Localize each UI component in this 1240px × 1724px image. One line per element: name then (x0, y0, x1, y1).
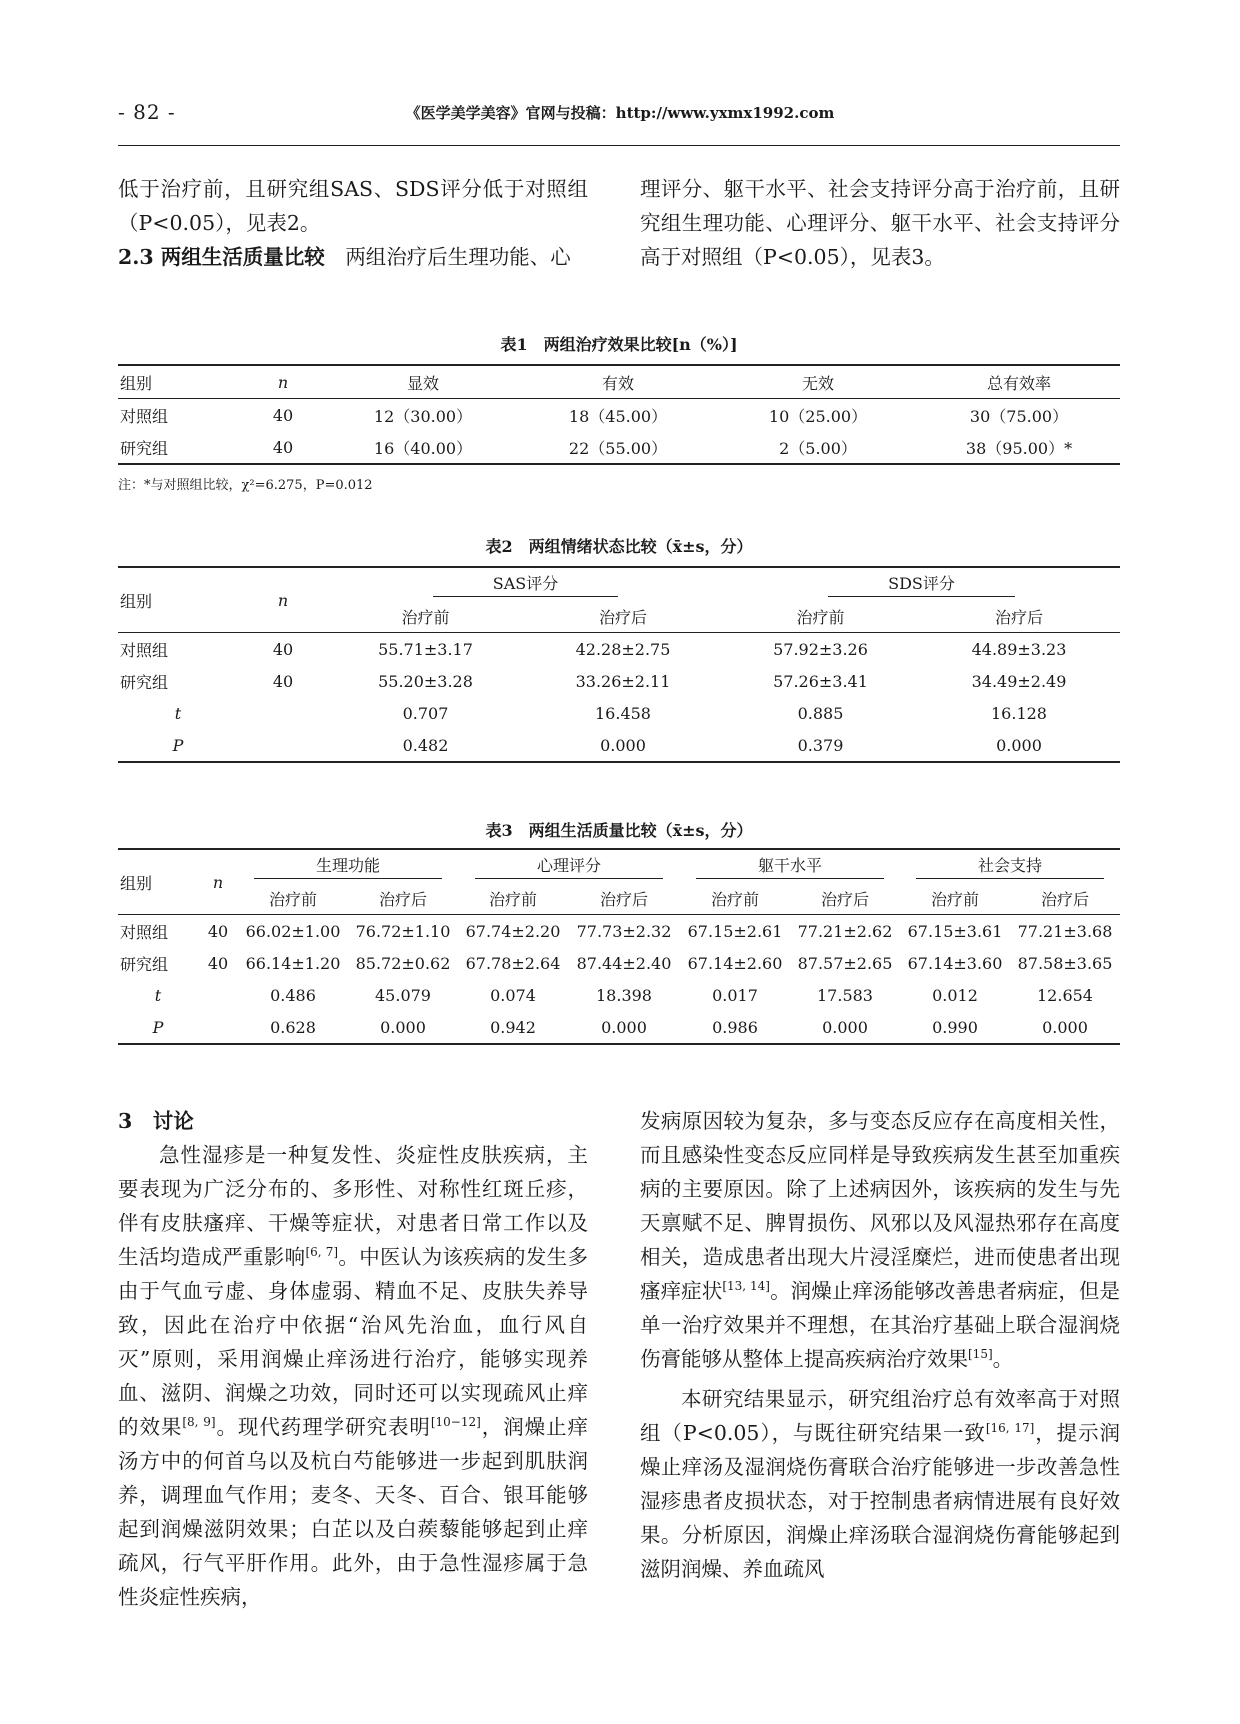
table-header-row (118, 567, 1120, 600)
table1-note: 注：*与对照组比较，χ²=6.275，P=0.012 (118, 478, 373, 493)
table-cell: 0.012 (932, 985, 978, 1005)
group-label: 心理评分 (475, 853, 663, 879)
table-cell: 0.000 (918, 729, 1120, 762)
table-cell: 85.72±0.62 (355, 953, 451, 973)
table-cell: 76.72±1.10 (355, 921, 451, 941)
table-cell: 57.26±3.41 (773, 671, 868, 691)
table-cell: 40 (272, 405, 294, 425)
table-cell: 87.57±2.65 (797, 953, 893, 973)
table-cell: 0.000 (568, 1011, 680, 1044)
table-row (118, 697, 1120, 729)
column-subheader: 治疗后 (918, 600, 1120, 633)
table3 (118, 848, 1120, 1045)
citation: [6, 7] (305, 1245, 339, 1260)
table-cell: 0.885 (797, 703, 844, 723)
table-cell: 0.000 (790, 1011, 900, 1044)
discussion-heading: 3 讨论 (118, 1109, 194, 1133)
citation: [13, 14] (722, 1279, 770, 1294)
table-cell: 0.482 (328, 729, 523, 762)
table-cell: 0.707 (402, 703, 449, 723)
table-row (118, 729, 1120, 762)
group-label: 社会支持 (916, 853, 1104, 879)
row-label: t (174, 703, 182, 723)
table-cell: 12.654 (1037, 985, 1093, 1005)
row-label: P (118, 729, 238, 762)
column-header: 无效 (718, 365, 918, 399)
table-cell: 77.73±2.32 (576, 921, 672, 941)
table-cell: 40 (207, 921, 229, 941)
table-row (118, 399, 1120, 432)
citation: [10−12] (430, 1415, 481, 1430)
column-header: n (238, 365, 328, 399)
journal-header: 《医学美学美容》官网与投稿：http://www.yxmx1992.com (405, 104, 835, 122)
table-row (118, 979, 1120, 1011)
table-cell: 45.079 (375, 985, 431, 1005)
table-cell: 55.71±3.17 (378, 639, 473, 659)
table-cell: 0.074 (490, 985, 536, 1005)
table-cell: 16（40.00） (328, 431, 518, 464)
table-row (118, 633, 1120, 666)
table-cell: 0.000 (1010, 1011, 1120, 1044)
table-row (118, 665, 1120, 697)
table-cell: 2（5.00） (718, 431, 918, 464)
table-header-row (118, 365, 1120, 399)
table1-caption: 表1 两组治疗效果比较[n（%）] (500, 335, 738, 354)
top-right-text (640, 172, 1120, 274)
citation: [8, 9] (182, 1415, 216, 1430)
table-cell: 55.20±3.28 (378, 671, 473, 691)
table-cell: 67.74±2.20 (465, 921, 561, 941)
row-label: t (154, 985, 162, 1005)
discussion-paragraph-2: 本研究结果显示，研究组治疗总有效率高于对照组（P<0.05），与既往研究结果一致[16, 17]，提示润燥止痒汤及湿润烧伤膏联合治疗能够进一步改善急性湿疹患者皮损状态，对于控制患者病情进展有良好效果。分析原因，润燥止痒汤联合湿润烧伤膏能够起到滋阴润燥、养血疏风 (640, 1387, 1121, 1581)
column-group-header (328, 567, 723, 600)
row-label: 对照组 (120, 406, 169, 426)
column-group-header (723, 567, 1120, 600)
column-subheader: 治疗后 (1010, 882, 1120, 915)
column-subheader: 治疗后 (790, 882, 900, 915)
table-row (118, 431, 1120, 464)
row-label: 研究组 (118, 431, 238, 464)
table-cell: 33.26±2.11 (575, 671, 671, 691)
column-subheader: 治疗前 (680, 882, 790, 915)
table-cell (198, 1011, 238, 1044)
table-cell: 87.44±2.40 (576, 953, 672, 973)
column-subheader: 治疗后 (348, 882, 458, 915)
table2 (118, 566, 1120, 763)
section-text: 两组治疗后生理功能、心 (345, 245, 571, 269)
column-header: n (198, 849, 238, 915)
table-cell: 38（95.00）* (918, 431, 1120, 464)
table-cell (238, 697, 328, 729)
table-cell: 34.49±2.49 (971, 671, 1067, 691)
discussion-paragraph-1-cont: 发病原因较为复杂，多与变态反应存在高度相关性，而且感染性变态反应同样是导致疾病发生甚至加重疾病的主要原因。除了上述病因外，该疾病的发生与先天禀赋不足、脾胃损伤、风邪以及风湿热邪存在高度相关，造成患者出现大片浸淫糜烂，进而使患者出现瘙痒症状[13, 14]。润燥止痒汤能够改善患者病症，但是单一治疗效果并不理想，在其治疗基础上联合湿润烧伤膏能够从整体上提高疾病治疗效果[15]。 (640, 1109, 1121, 1371)
table-cell: 67.15±2.61 (687, 921, 783, 941)
row-label: 研究组 (120, 954, 169, 974)
discussion-right (640, 1104, 1120, 1586)
table-header-row (118, 882, 1120, 915)
column-header: 组别 (118, 849, 198, 915)
group-label: 躯干水平 (696, 853, 884, 879)
table-cell: 12（30.00） (373, 406, 473, 426)
table-cell: 57.92±3.26 (773, 639, 868, 659)
table-cell: 0.000 (348, 1011, 458, 1044)
table-cell: 40 (272, 639, 294, 659)
column-header: 显效 (328, 365, 518, 399)
column-subheader: 治疗前 (238, 882, 348, 915)
table-cell: 0.942 (458, 1011, 568, 1044)
table-cell: 40 (272, 671, 294, 691)
table2-caption: 表2 两组情绪状态比较（x̄±s，分） (485, 537, 753, 556)
table-cell: 42.28±2.75 (575, 639, 671, 659)
table-cell: 0.990 (900, 1011, 1010, 1044)
column-subheader: 治疗后 (568, 882, 680, 915)
discussion-paragraph-1: 急性湿疹是一种复发性、炎症性皮肤疾病，主要表现为广泛分布的、多形性、对称性红斑丘疹，伴有皮肤瘙痒、干燥等症状，对患者日常工作以及生活均造成严重影响[6, 7]。中医认为该疾病的发生多由于气血亏虚、身体虚弱、精血不足、皮肤失养导致，因此在治疗中依据“治风先治血，血行风自灭”原则，采用润燥止痒汤进行治疗，能够实现养血、滋阴、润燥之功效，同时还可以实现疏风止痒的效果[8, 9]。现代药理学研究表明[10−12]，润燥止痒汤方中的何首乌以及杭白芍能够进一步起到肌肤润养，调理血气作用；麦冬、天冬、百合、银耳能够起到润燥滋阴效果；白芷以及白蒺藜能够起到止痒疏风，行气平肝作用。此外，由于急性湿疹属于急性炎症性疾病， (118, 1143, 589, 1609)
table-cell: 66.02±1.00 (245, 921, 341, 941)
row-label: 研究组 (120, 672, 169, 692)
table-cell: 22（55.00） (518, 431, 718, 464)
column-subheader: 治疗前 (328, 600, 523, 633)
table-cell: 77.21±2.62 (797, 921, 893, 941)
table-cell: 18.398 (596, 985, 652, 1005)
page-number: - 82 - (118, 100, 176, 124)
group-label: SDS评分 (828, 571, 1015, 597)
section-heading: 2.3 两组生活质量比较 (118, 245, 325, 269)
table-cell: 67.78±2.64 (465, 953, 561, 973)
table-cell: 67.15±3.61 (907, 921, 1003, 941)
table-cell: 0.000 (523, 729, 723, 762)
table-row (118, 947, 1120, 979)
table-cell (198, 979, 238, 1011)
column-header: 有效 (518, 365, 718, 399)
column-group-header (900, 849, 1120, 882)
group-label: 生理功能 (254, 853, 442, 879)
table-cell: 16.458 (595, 703, 651, 723)
table-cell: 87.58±3.65 (1017, 953, 1113, 973)
column-header: 组别 (118, 567, 238, 633)
table-cell: 67.14±2.60 (687, 953, 783, 973)
top-left-text (118, 172, 588, 274)
results-sentence-cont: 理评分、躯干水平、社会支持评分高于治疗前，且研究组生理功能、心理评分、躯干水平、社会支持评分高于对照组（P<0.05），见表3。 (640, 177, 1120, 269)
table-cell: 40 (207, 953, 229, 973)
table-cell: 0.628 (238, 1011, 348, 1044)
header-rule (118, 145, 1120, 146)
table-cell: 0.379 (723, 729, 918, 762)
table-cell: 77.21±3.68 (1017, 921, 1113, 941)
table-cell: 44.89±3.23 (971, 639, 1067, 659)
table-row (118, 1011, 1120, 1044)
column-header: 组别 (118, 365, 238, 399)
table-cell: 67.14±3.60 (907, 953, 1003, 973)
column-group-header (238, 849, 458, 882)
column-subheader: 治疗前 (723, 600, 918, 633)
table-cell: 0.017 (712, 985, 758, 1005)
row-label: 对照组 (120, 922, 169, 942)
group-label: SAS评分 (433, 571, 618, 597)
column-group-header (458, 849, 680, 882)
table-cell: 66.14±1.20 (245, 953, 341, 973)
table-cell: 10（25.00） (768, 406, 868, 426)
column-header: n (238, 567, 328, 633)
discussion-left (118, 1104, 588, 1614)
table1 (118, 364, 1120, 465)
table-cell: 40 (238, 431, 328, 464)
column-subheader: 治疗前 (458, 882, 568, 915)
column-subheader: 治疗前 (900, 882, 1010, 915)
section-2-3 (118, 240, 588, 274)
results-sentence: 低于治疗前，且研究组SAS、SDS评分低于对照组（P<0.05），见表2。 (118, 177, 588, 235)
column-header: 总有效率 (918, 365, 1120, 399)
table-header-row (118, 849, 1120, 882)
row-label: P (118, 1011, 198, 1044)
citation: [16, 17] (985, 1421, 1035, 1436)
row-label: 对照组 (120, 640, 169, 660)
table-cell: 18（45.00） (568, 406, 668, 426)
column-group-header (680, 849, 900, 882)
table-cell (238, 729, 328, 762)
table-cell: 16.128 (991, 703, 1047, 723)
table-cell: 17.583 (817, 985, 873, 1005)
table-cell: 0.986 (680, 1011, 790, 1044)
table3-caption: 表3 两组生活质量比较（x̄±s，分） (485, 821, 753, 840)
table-row (118, 915, 1120, 948)
column-subheader: 治疗后 (523, 600, 723, 633)
table-cell: 0.486 (270, 985, 316, 1005)
citation: [15] (968, 1347, 993, 1362)
table-cell: 30（75.00） (969, 406, 1069, 426)
